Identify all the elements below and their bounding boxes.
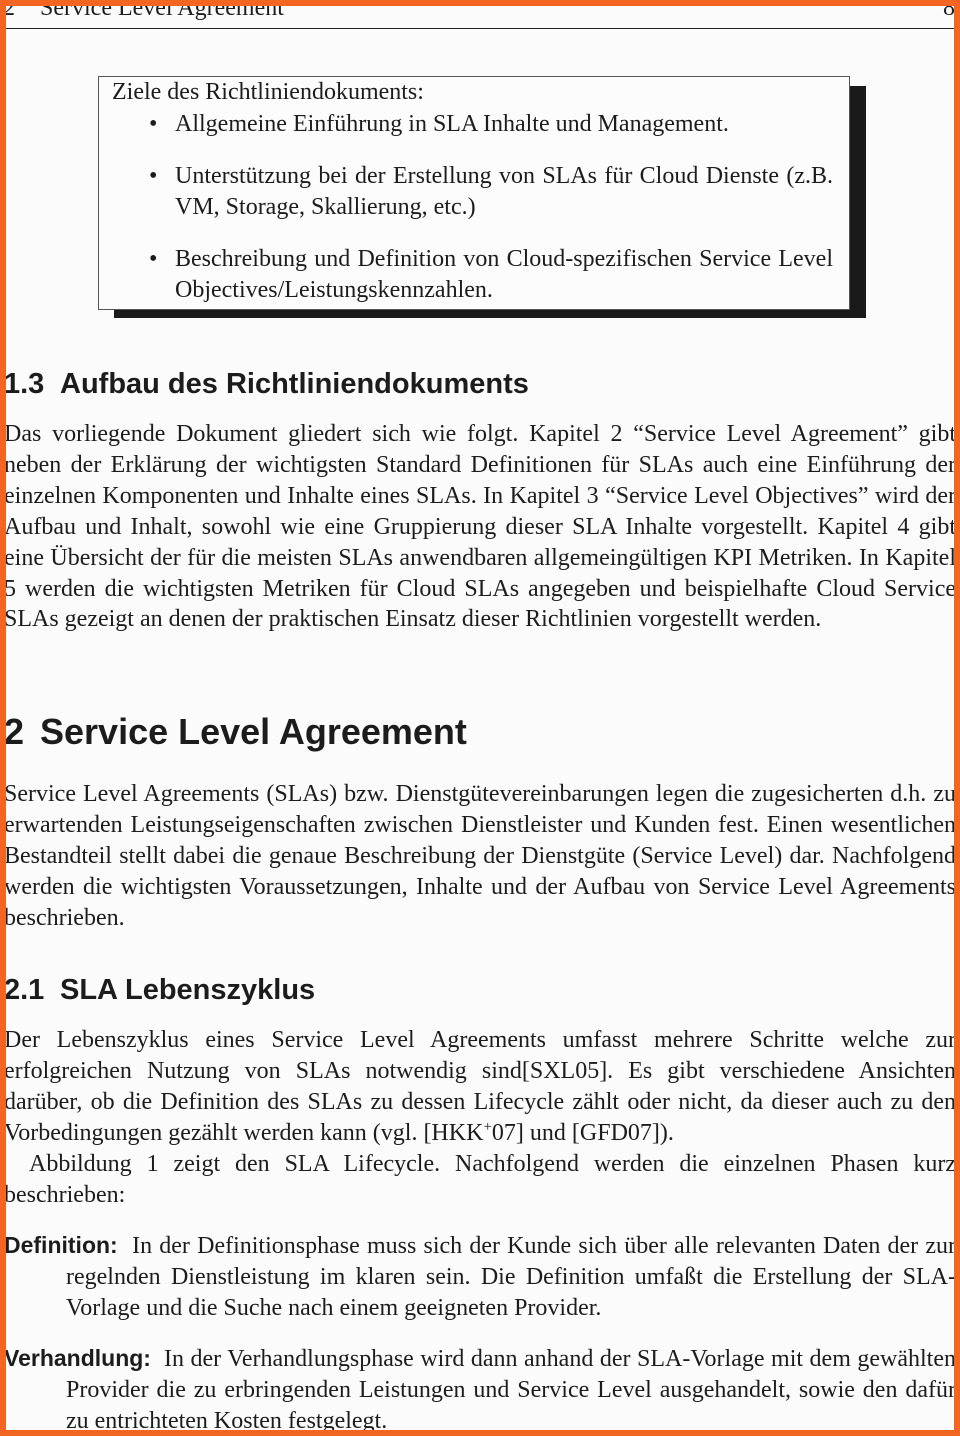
bullet-icon: • [149,111,158,137]
definition-item [4,1343,956,1437]
phase-verhandlung [4,1343,956,1437]
definition-text: In der Verhandlungsphase wird dann anhand der SLA-Vorlage mit dem gewählten Provider die zu erbringenden Leistungen und Service Level ausgehandelt, sowie den dafür zu entrichteten Kosten festgelegt. [66,1346,957,1434]
definition-item [4,1230,956,1324]
header-page-number: 8 [943,0,955,21]
definition-term: Verhandlung: [4,1345,151,1371]
goals-list-item [99,244,839,306]
section-heading-2 [4,710,467,754]
header-section-title: Service Level Agreement [40,0,284,21]
paragraph-text: Der Lebenszyklus eines Service Level Agreements umfasst mehrere Schritte welche zur erfolgreichen Nutzung von SLAs notwendig sind[SXL05]. Es gibt verschiedene Ansichten darüber, ob die Definition des SLAs zu dessen Lifecycle zählt oder nicht, da dieser auch zu den Vorbedingungen gezählt werden kann (vgl. [HKK [4,1027,956,1146]
definition-term: Definition: [4,1232,118,1258]
running-header [3,0,955,29]
section-title: Aufbau des Richtliniendokuments [60,368,529,400]
citation-superscript: + [483,1118,492,1135]
section-2-1-paragraph-2: Abbildung 1 zeigt den SLA Lifecycle. Nachfolgend werden die einzelnen Phasen kurz beschrieben: [4,1151,956,1208]
goals-item-text: Allgemeine Einführung in SLA Inhalte und Management. [175,111,729,137]
goals-list-item [99,161,839,223]
section-2-1-paragraph [4,1025,956,1149]
section-2-paragraph: Service Level Agreements (SLAs) bzw. Dienstgütevereinbarungen legen die zugesicherten d.h. zu erwartenden Leistungseigenschaften zwischen Dienstleister und Kunden fest. Einen wesentlichen Bestandteil stellt dabei die genaue Beschreibung der Dienstgüte (Service Level) dar. Nachfolgend werden die wichtigsten Voraussetzungen, Inhalte und der Aufbau von Service Level Agreements beschrieben. [4,781,956,931]
section-number: 1.3 [4,368,45,400]
document-page [3,0,957,1434]
goals-item-text: Unterstützung bei der Erstellung von SLAs für Cloud Dienste (z.B. VM, Storage, Skallierung, etc.) [175,163,833,220]
section-number: 2 [4,711,25,752]
bullet-icon: • [149,163,158,189]
section-heading-2-1 [4,972,315,1008]
paragraph-text: 07] und [GFD07]). [491,1119,674,1146]
section-1-3-paragraph: Das vorliegende Dokument gliedert sich wie folgt. Kapitel 2 “Service Level Agreement” gibt neben der Erklärung der wichtigsten Standard Definitionen für SLAs auch eine Einführung der einzelnen Komponenten und Inhalte eines SLAs. In Kapitel 3 “Service Level Objectives” wird der Aufbau und Inhalt, sowohl wie eine Gruppierung dieser SLA Inhalte vorgestellt. Kapitel 4 gibt eine Übersicht der für die meisten SLAs anwendbaren allgemeingültigen KPI Metriken. In Kapitel 5 werden die wichtigsten Metriken für Cloud SLAs angegeben und beispielhafte Cloud Service SLAs gezeigt an denen der praktischen Einsatz dieser Richtlinien vorgestellt werden. [4,421,956,633]
section-title: Service Level Agreement [40,711,467,752]
header-section-number: 2 [3,0,15,21]
goals-list-item [99,109,839,140]
goals-item-text: Beschreibung und Definition von Cloud-spezifischen Service Level Objectives/Leistungskennzahlen. [175,246,833,303]
phase-definition [4,1230,956,1324]
definition-text: In der Definitionsphase muss sich der Kunde sich über alle relevanten Daten der zur regelnden Dienstleistung im klaren sein. Die Definition umfaßt die Erstellung der SLA-Vorlage und die Suche nach einem geeigneten Provider. [66,1233,956,1321]
goals-box-title: Ziele des Richtliniendokuments: [112,79,424,105]
section-title: SLA Lebenszyklus [60,974,316,1006]
goals-list [99,109,839,306]
section-heading-1-3 [4,366,529,402]
section-number: 2.1 [4,974,45,1006]
goals-box [98,76,850,310]
bullet-icon: • [149,246,158,272]
